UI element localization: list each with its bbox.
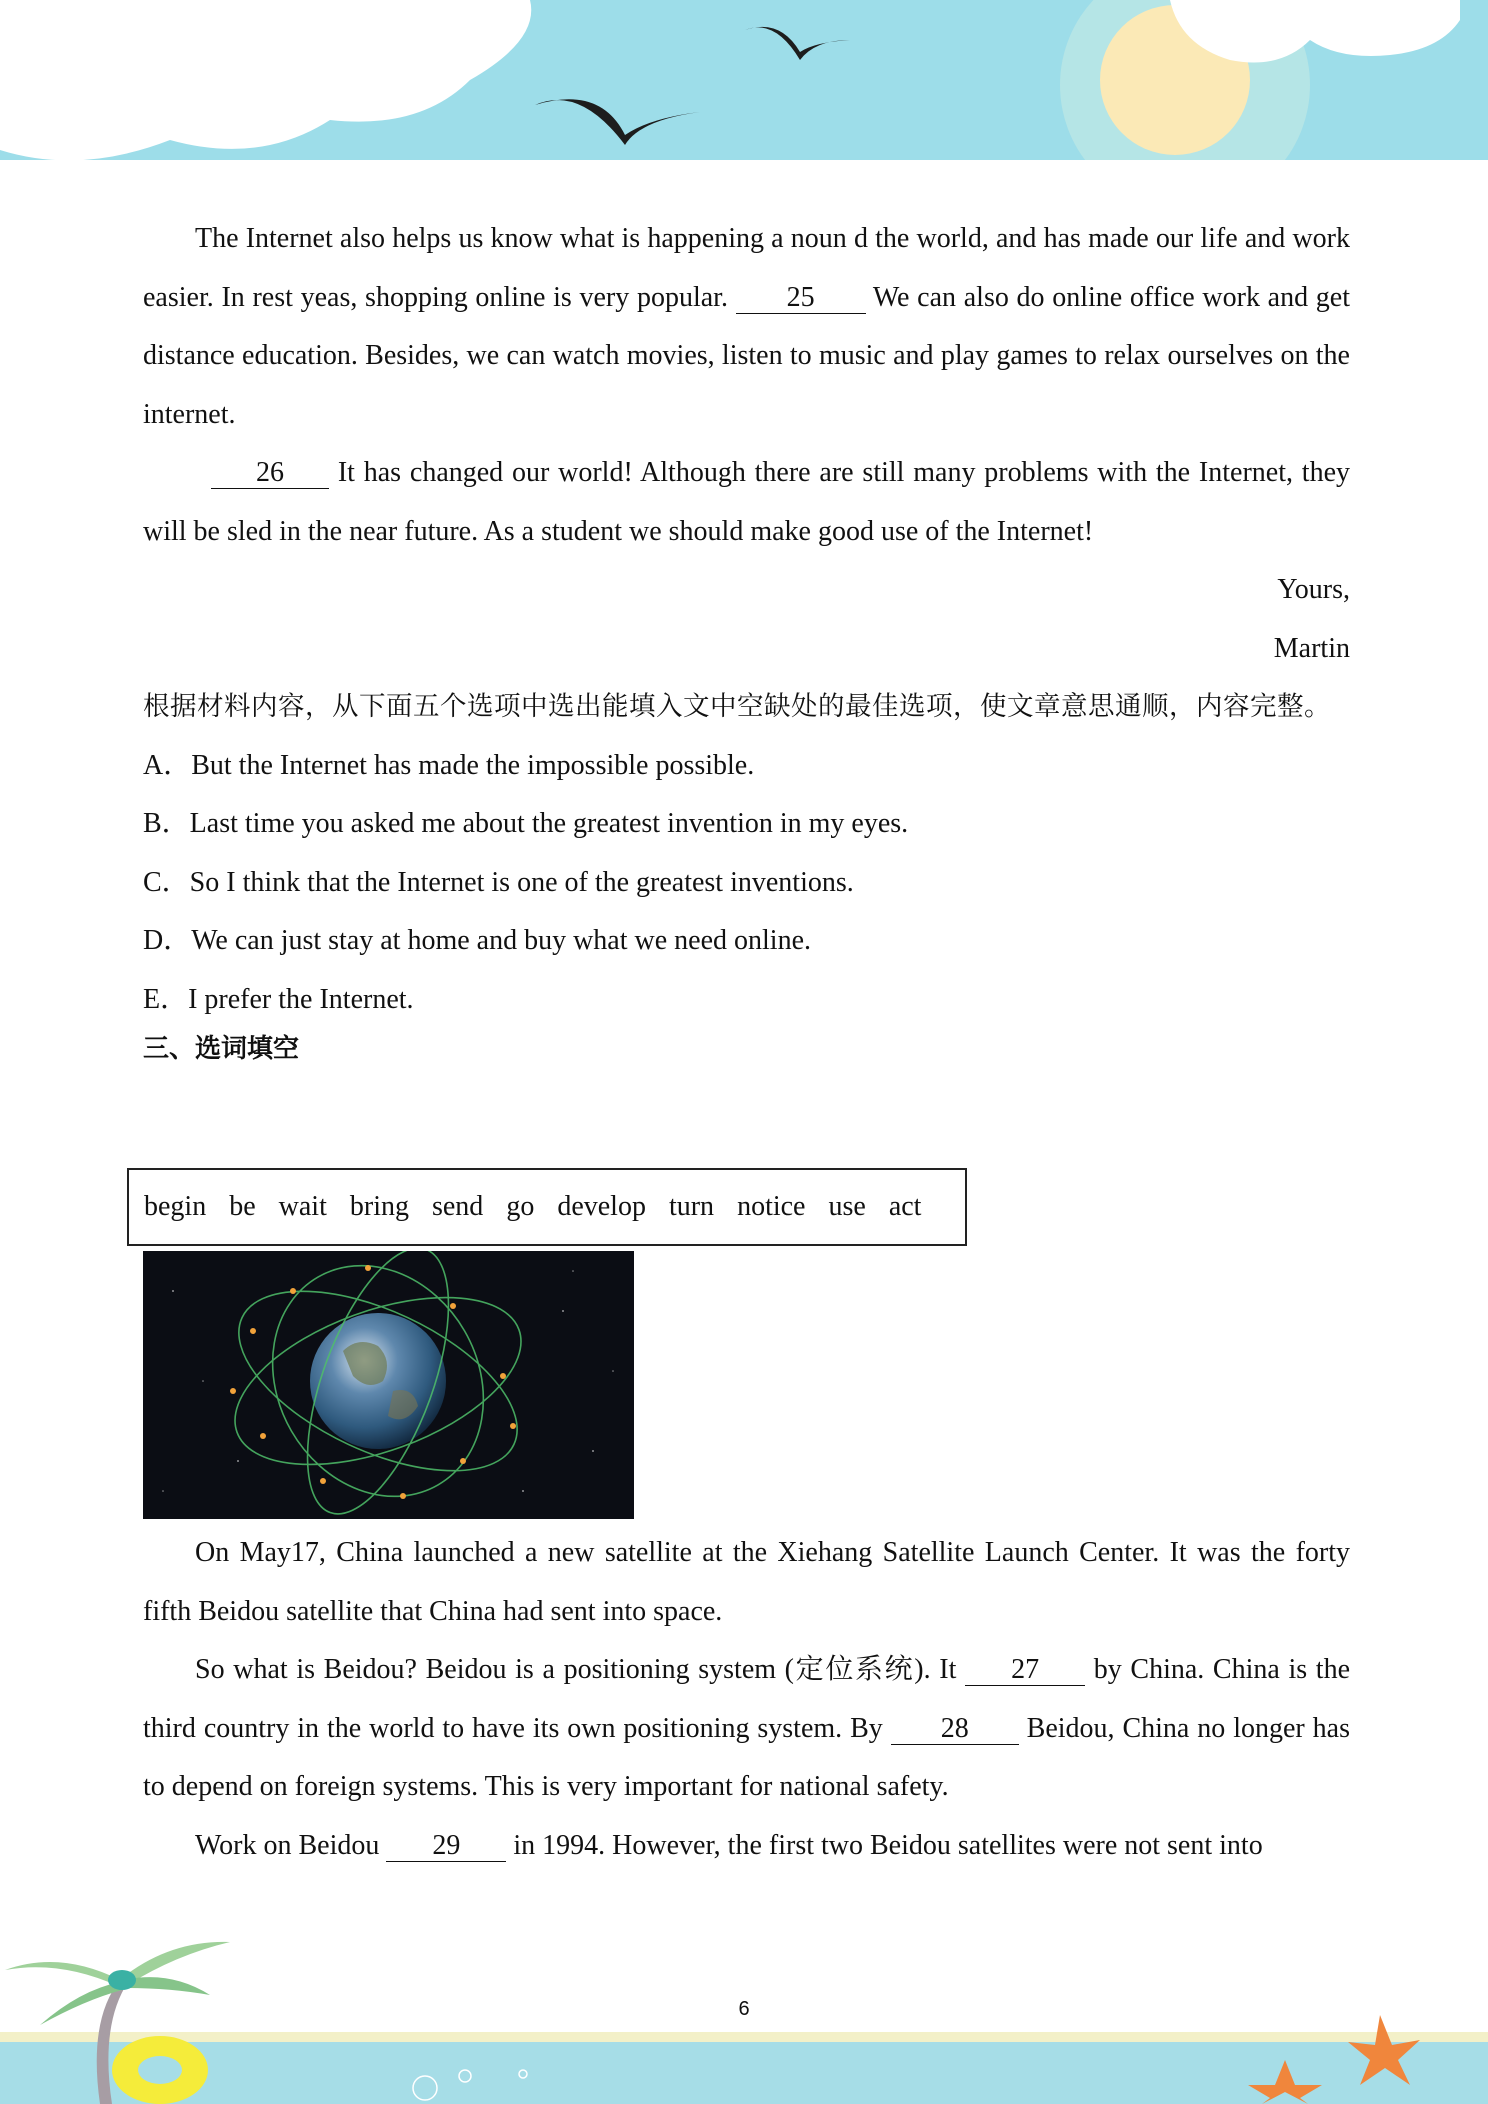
instruction-text: 根据材料内容，从下面五个选项中选出能填入文中空缺处的最佳选项，使文章意思通顺，内容完整。 (143, 691, 1331, 722)
word-bank-item: wait (278, 1191, 327, 1222)
blank-29: 29 (386, 1831, 506, 1862)
header-banner (0, 0, 1488, 170)
section-title: 三、选词填空 (143, 1034, 300, 1064)
letter-closing: Yours, (1277, 574, 1350, 605)
option-e: E．I prefer the Internet. (143, 983, 414, 1015)
blank-25: 25 (736, 283, 866, 314)
word-bank-item: go (506, 1191, 535, 1222)
page-number: 6 (738, 1998, 750, 2020)
word-bank-item: develop (557, 1191, 646, 1222)
page-content (143, 210, 1350, 1069)
passage2-paragraph3: Work on Beidou 29 in 1994. However, the first two Beidou satellites were not sent into (195, 1829, 1263, 1861)
blank-27: 27 (965, 1655, 1085, 1686)
option-c: C．So I think that the Internet is one of the greatest inventions. (143, 866, 854, 898)
word-bank-item: turn (668, 1191, 715, 1222)
letter-signature: Martin (1273, 632, 1350, 664)
option-b: B．Last time you asked me about the greatest invention in my eyes. (143, 808, 909, 839)
word-bank-item: act (888, 1191, 922, 1222)
word-bank-item: use (828, 1191, 866, 1222)
earth-satellite-image (143, 1251, 634, 1519)
word-bank-item: bring (349, 1191, 409, 1222)
word-bank-item: be (229, 1191, 256, 1222)
blank-28: 28 (891, 1714, 1019, 1745)
word-bank-item: notice (737, 1191, 806, 1222)
passage1-paragraph2: 26 It has changed our world! Although there are still many problems with the Internet, they will be sled in the near future. As a student we should make good use of the Internet! (143, 457, 1351, 547)
passage2-paragraph2: So what is Beidou? Beidou is a positioning system (定位系统). It 27 by China. China is the third country in the world to have its own positioning system. By 28 Beidou, China no longer has to depend on foreign systems. This is very important for national safety. (143, 1654, 1351, 1802)
passage2-paragraph1: On May17, China launched a new satellite at the Xiehang Satellite Launch Center. It was the forty fifth Beidou satellite that China had sent into space. (143, 1537, 1350, 1627)
blank-26: 26 (211, 458, 329, 489)
word-bank-box (127, 1168, 967, 1246)
option-d: D．We can just stay at home and buy what we need online. (143, 925, 812, 956)
word-bank-item: send (431, 1191, 484, 1222)
option-a: A．But the Internet has made the impossible possible. (143, 749, 755, 781)
word-bank-item: begin (144, 1191, 207, 1222)
passage2 (143, 1524, 1350, 1875)
passage1-paragraph1: The Internet also helps us know what is happening a noun d the world, and has made our life and work easier. In rest yeas, shopping online is very popular. 25 We can also do online office work and get distance education. Besides, we can watch movies, listen to music and play games to relax ourselves on the internet. (143, 223, 1350, 430)
